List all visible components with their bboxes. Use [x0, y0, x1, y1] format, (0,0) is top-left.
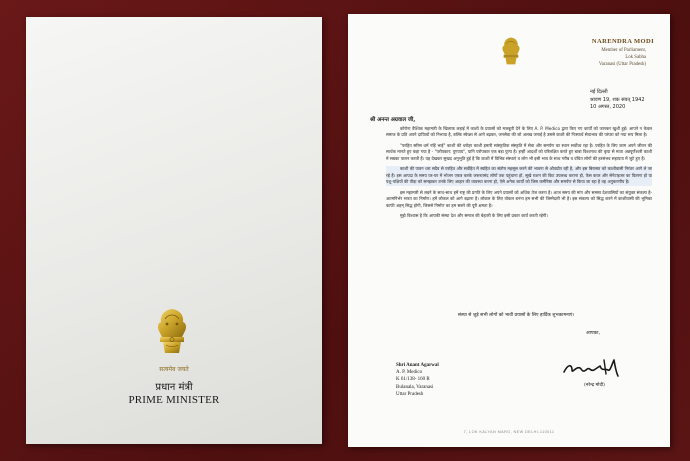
addressee-name: Shri Anant Agarwal [396, 363, 439, 368]
letterhead-line: Lok Sabha [625, 55, 646, 60]
letterhead-line: Member of Parliament, [601, 48, 646, 53]
paragraph: कोरोना वैश्विक महामारी के खिलाफ लड़ाई में काशी के प्रयासों को मजबूती देने के लिए A. P. Medico द्वारा किए गए कार्यों को जानकर खुशी हुई। आपने न केवल समाज के प्रति अपने दायित्वों को निभाया है, बल्कि स्वेच्छा से आगे बढ़कर, जनसेवा की जो अलख जगाई है उससे काशी की निःस्वार्थ सेवाभाव की परंपरा को नया रूप मिला है। [386, 126, 652, 138]
addressee-state: Uttar Pradesh [396, 391, 424, 397]
emblem-motto: सत्यमेव जयते [159, 366, 189, 373]
paragraph: काशी की पावन धरा सदैव से परहित और सर्वहित में स्वहित का संतोष महसूस करने की भावना से ओतप्रोत रही है, और इस बिरासत को काशीवासी निरंतर आगे ले जा रहे हैं। इस आपदा के समय घर-घर में भोजन एकत्र करके जरूरतमंद लोगों तक पहुंचाना हो, सूखे राशन की किट उपलब्ध कराना हो, फेस कवर और सेनेटाइजर का वितरण हो या पशु-पक्षियों की पीड़ा को समझकर उनके लिए आहार की व्यवस्था करना हो, ऐसे अनेक कार्यों को जिस कर्मनिष्ठा और समर्पण से किया जा रहा है वह अनुकरणीय है। [386, 166, 652, 185]
title-english: PRIME MINISTER [128, 394, 220, 406]
letterhead-line: Varanasi (Uttar Pradesh) [598, 62, 646, 67]
addressee-address: Bulanala, Varanasi [396, 384, 434, 390]
cover-card [26, 17, 322, 444]
date-block [590, 89, 666, 112]
date-hindi: श्रावण 19, शक संवत् 1942 [590, 96, 645, 103]
addressee-address: K 61/138- 160 R [396, 377, 430, 383]
title-hindi: प्रधान मंत्री [155, 382, 193, 393]
letter-page [348, 14, 670, 447]
national-emblem-icon [500, 36, 522, 72]
national-emblem-icon [154, 307, 190, 365]
letter-body [386, 126, 652, 224]
paragraph: मुझे विश्वास है कि आपकी संस्था देश और समाज की बेहतरी के लिए इसी प्रकार कार्य करती रहेगी। [400, 213, 548, 219]
date-english: 10 अगस्त, 2020 [590, 104, 626, 111]
letterhead-name: NARENDRA MODI [591, 38, 654, 45]
signature-icon [560, 354, 624, 382]
addressee-block [396, 362, 439, 398]
closing: आपका, [586, 331, 601, 336]
addressee-org: A. P. Medico [396, 370, 423, 376]
salutation: श्री अनन्त अग्रवाल जी, [370, 117, 416, 123]
wishes-line: संस्था से जुड़े सभी लोगों को भावी प्रयासों के लिए हार्दिक शुभकामनाएं। [457, 313, 575, 318]
letter-footer: 7, LOK KALYAN MARG, NEW DELHI-110011 [463, 430, 555, 434]
paragraph: "परहित सरिस धर्म नहिं भाई" काशी की धरोहर काशी हमारी सांस्कृतिक संस्कृति में सेवा और समर्पण का स्थान सर्वोच्च रहा है। परहित के लिए काम अपने जीवन की सार्थक मानते हुए कहा गया है - "परोपकार: पुण्याय", यानि परोपकार एक बड़ा पुण्य है। इन्हीं आदर्शों को परिलक्षित करते हुए बाबा विश्वनाथ की कृपा से माता अन्नपूर्णेश्वरी काशी में सबका पालन करती हैं। यह देखकर सुखद अनुभूति हुई है कि काशी में विभिन्न संस्थाएं व लोग भी इसी भाव के साथ गरीब व वंचित लोगों की हरसंभव सहायता में जुटे हुए हैं। [386, 143, 652, 161]
paragraph: इस महामारी से लड़ने के साथ-साथ हमें राष्ट्र की प्रगति के लिए अपने प्रयासों को अधिक तेज करना है। आज समय की मांग और समस्त देशवासियों का संयुक्त संकल्प है-आत्मनिर्भर भारत का निर्माण। हमें लोकल को आगे बढ़ाना है। लोकल के लिए वोकल बनना हम सभी की जिम्मेदारी भी है। इस संकल्प को सिद्ध करने में काशीवासी की भूमिका काफी अहम् सिद्ध होगी, जिससे निर्माण का हम सबने की पूरी क्षमता है। [386, 189, 652, 208]
signature-caption: (नरेन्द्र मोदी) [584, 383, 605, 388]
date-city: नई दिल्ली [590, 89, 608, 95]
